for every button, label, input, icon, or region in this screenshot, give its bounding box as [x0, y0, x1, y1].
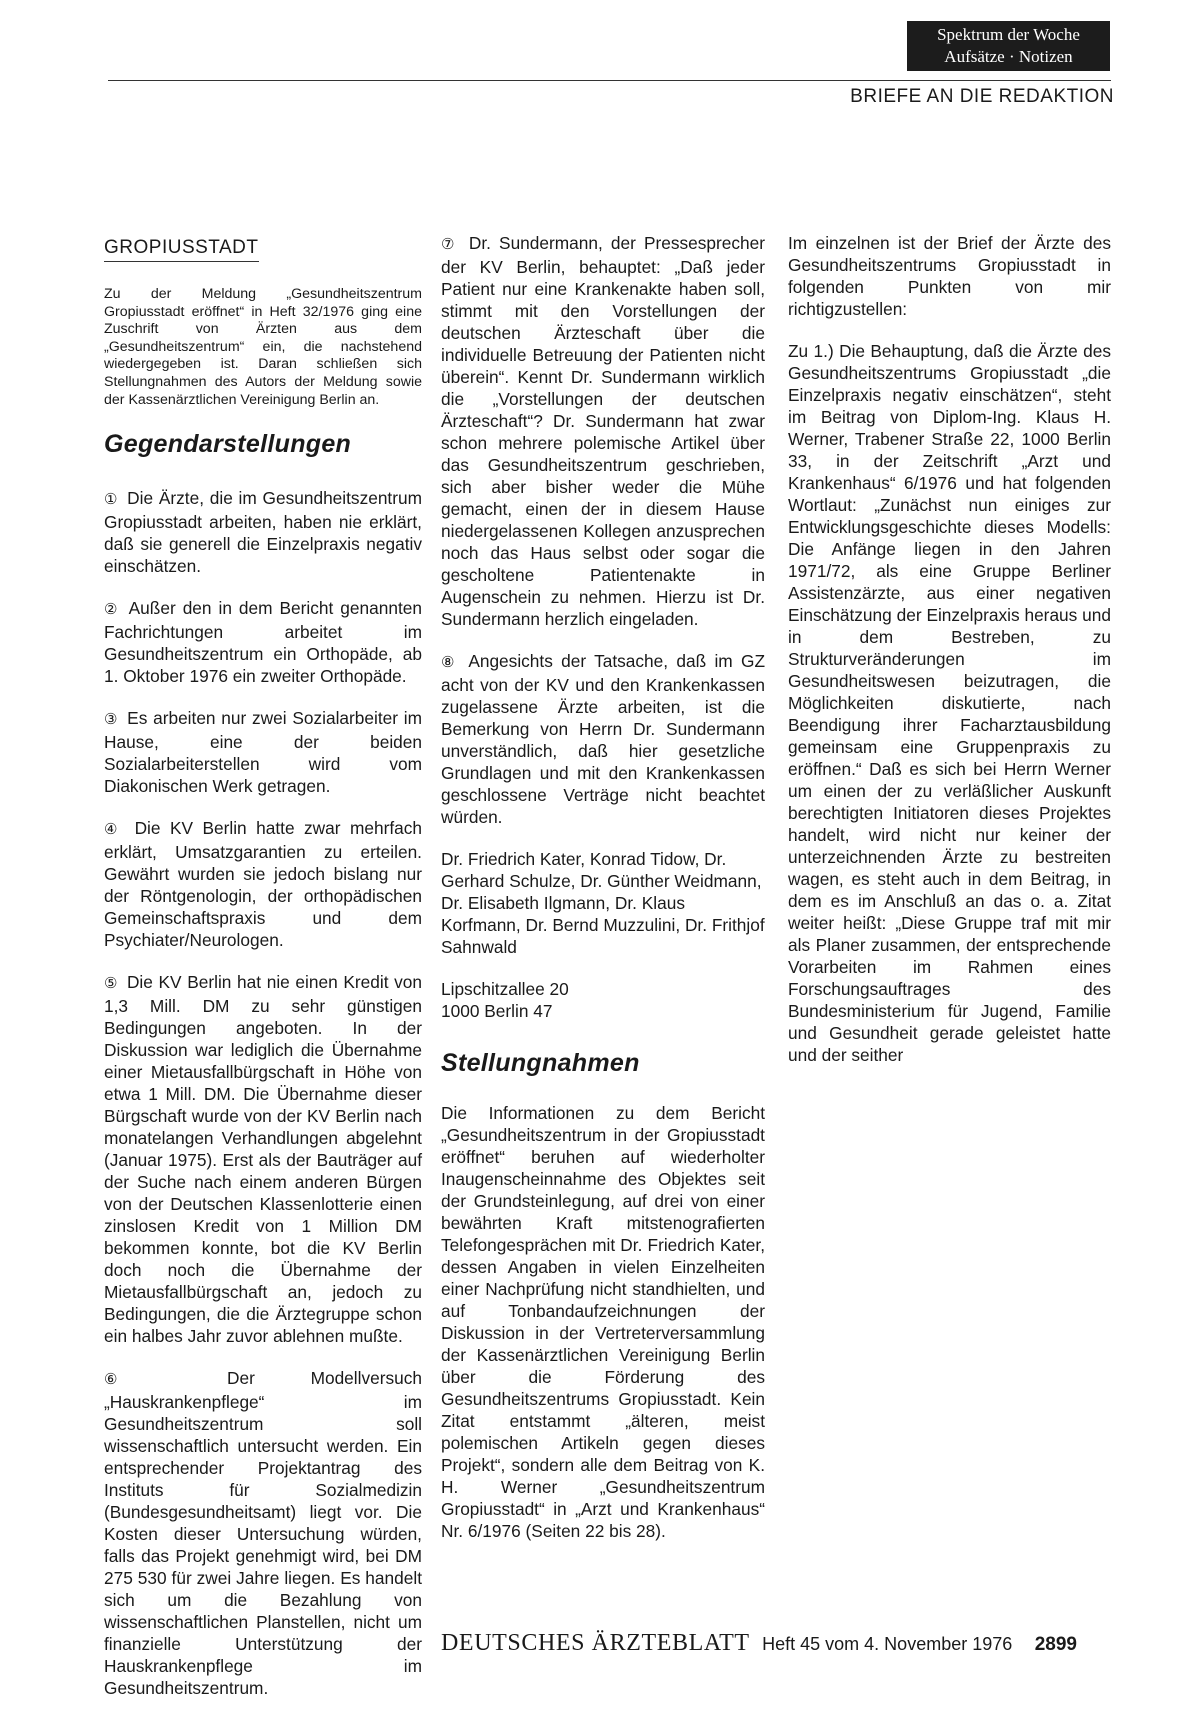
point-text: Der Modellversuch „Hauskrankenpflege“ im Gesundheitszentrum soll wissenschaftlich untersucht werden. Ein entsprechender Projektantrag des Instituts für Sozialmedizin (Bundesgesundheitsamt) liegt vor. Die Kosten dieser Untersuchung würden, falls das Projekt genehmigt wird, bei DM 275 530 für zwei Jahre liegen. Es handelt sich um die Bezahlung von wissenschaftlichen Planstellen, nicht um finanzielle Unterstützung der Hauskrankenpflege im Gesundheitszentrum.: [104, 1368, 422, 1699]
point-number: ⑦: [441, 236, 458, 253]
page-number: 2899: [1034, 1634, 1077, 1655]
badge-line-2: Aufsätze · Notizen: [944, 47, 1073, 66]
point-7: [441, 232, 765, 630]
point-number: ①: [104, 491, 119, 509]
point-2: [104, 597, 422, 687]
article-kicker: GROPIUSSTADT: [104, 237, 259, 262]
address: [441, 978, 765, 1022]
section-title: BRIEFE AN DIE REDAKTION: [850, 86, 1114, 107]
point-text: Es arbeiten nur zwei Sozialarbeiter im Hause, eine der beiden Sozialarbeiterstellen wird vom Diakonischen Werk getragen.: [104, 708, 422, 797]
point-number: ④: [104, 821, 123, 839]
heading-gegendarstellungen: Gegendarstellungen: [104, 430, 352, 459]
point-6: [104, 1367, 422, 1699]
point-number: ⑤: [104, 975, 119, 993]
header-rule: [108, 80, 1111, 81]
heading-stellungnahmen: Stellungnahmen: [441, 1049, 640, 1077]
column-3: [788, 232, 1111, 1086]
article-intro: Zu der Meldung „Gesundheitszentrum Gropiusstadt eröffnet“ in Heft 32/1976 ging eine Zuschrift von Ärzten aus dem „Gesundheitszentrum“ ein, die nachstehend wiedergegeben ist. Daran schließen sich Stellungnahmen des Autors der Meldung sowie der Kassenärztlichen Vereinigung Berlin an.: [104, 286, 422, 408]
point-text: Die Ärzte, die im Gesundheitszentrum Gropiusstadt arbeiten, haben nie erklärt, daß sie generell die Einzelpraxis negativ einschätzen.: [104, 488, 422, 577]
badge-line-1: Spektrum der Woche: [937, 25, 1080, 44]
point-1: [104, 487, 422, 577]
point-text: Dr. Sundermann, der Pressesprecher der KV Berlin, behauptet: „Daß jeder Patient nur eine Krankenakte haben soll, stimmt mit den Vorstellungen der deutschen Ärzteschaft über die individuelle Betreuung der Patienten nicht überein“. Kennt Dr. Sundermann wirklich die „Vorstellungen der deutschen Ärzteschaft“? Dr. Sundermann hat zwar schon mehrere polemische Artikel über das Gesundheitszentrum geschrieben, sich aber bisher weder die Mühe gemacht, einen der in diesem Hause niedergelassenen Kollegen anzusprechen noch das Haus selbst oder sogar die gescholtene Patientenakte in Augenschein zu nehmen. Hierzu ist Dr. Sundermann herzlich eingeladen.: [441, 233, 765, 629]
address-street: Lipschitzallee 20: [441, 979, 569, 999]
point-number: ③: [104, 711, 119, 729]
point-text: Die KV Berlin hat nie einen Kredit von 1,3 Mill. DM zu sehr günstigen Bedingungen angeboten. In der Diskussion war lediglich die Übernahme einer Mietausfallbürgschaft in Höhe von etwa 1 Mill. DM. Die Übernahme dieser Bürgschaft wurde von der KV Berlin nach monatelangen Verhandlungen abgelehnt (Januar 1975). Erst als der Bauträger auf der Suche nach einem anderen Bürgen von der Deutschen Klassenlotterie einen zinslosen Kredit von 1 Million DM bekommen konnte, bot die KV Berlin doch noch die Übernahme der Mietausfallbürgschaft an, jedoch zu Bedingungen, die die Ärztegruppe schon ein halbes Jahr zuvor ablehnen mußte.: [104, 972, 422, 1347]
address-city: 1000 Berlin 47: [441, 1001, 553, 1021]
point-5: [104, 971, 422, 1347]
statement-paragraph-3: Zu 1.) Die Behauptung, daß die Ärzte des Gesundheitszentrums Gropiusstadt „die Einzelpraxis negativ einschätzen“, steht im Beitrag von Diplom-Ing. Klaus H. Werner, Trabener Straße 22, 1000 Berlin 33, in der Zeitschrift „Arzt und Krankenhaus“ 6/1976 und hat folgenden Wortlaut: „Zunächst nun einiges zur Entwicklungsgeschichte dieses Modells: Die Anfänge liegen in den Jahren 1971/72, als eine Gruppe Berliner Assistenzärzte, aus einer negativen Einschätzung der Einzelpraxis heraus und in dem Bestreben, zu Strukturveränderungen im Gesundheitswesen beizutragen, die Möglichkeiten diskutierte, nach Beendigung ihrer Facharztausbildung gemeinsam eine Gruppenpraxis zu eröffnen.“ Daß es sich bei Herrn Werner um einen der zu verläßlicher Auskunft berechtigten Initiatoren dieses Projektes handelt, wird nicht nur keiner der unterzeichnenden Ärzte zu bestreiten wagen, es steht auch in dem Beitrag, in dem es im Anschluß an das o. a. Zitat weiter heißt: „Diese Gruppe traf mit mir als Planer zusammen, der entsprechende Vorarbeiten im Rahmen eines Forschungsauftrages des Bundesministerium für Jugend, Familie und Gesundheit gerade geleistet hatte und der seither: [788, 341, 1111, 1065]
signers: Dr. Friedrich Kater, Konrad Tidow, Dr. Gerhard Schulze, Dr. Günther Weidmann, Dr. Elisabeth Ilgmann, Dr. Klaus Korfmann, Dr. Bernd Muzzulini, Dr. Frithjof Sahnwald: [441, 849, 765, 957]
point-4: [104, 817, 422, 951]
point-number: ②: [104, 601, 120, 619]
point-number: ⑧: [441, 654, 458, 671]
page-footer: [441, 1630, 1111, 1657]
point-text: Die KV Berlin hatte zwar mehrfach erklärt, Umsatzgarantien zu erteilen. Gewährt wurden sie jedoch bislang nur der Röntgenologin, der orthopädischen Gemeinschaftspraxis und dem Psychiater/Neurologen.: [104, 818, 422, 951]
column-2: [441, 232, 765, 1562]
statement-paragraph-1: Die Informationen zu dem Bericht „Gesundheitszentrum in der Gropiusstadt eröffnet“ beruhen auf wiederholter Inaugenscheinnahme des Objektes seit der Grundsteinlegung, auf drei von einer bewährten Kraft mitstenografierten Telefongesprächen mit Dr. Friedrich Kater, dessen Angaben in vielen Einzelheiten einer Nachprüfung nicht standhielten, und auf Tonbandaufzeichnungen der Diskussion in der Vertreterversammlung der Kassenärztlichen Vereinigung Berlin über die Förderung des Gesundheitszentrums Gropiusstadt. Kein Zitat entstammt „älteren, meist polemischen Artikeln gegen dieses Projekt“, sondern alle dem Beitrag von K. H. Werner „Gesundheitszentrum Gropiusstadt“ in „Arzt und Krankenhaus“ Nr. 6/1976 (Seiten 22 bis 28).: [441, 1103, 765, 1541]
column-1: [104, 236, 422, 1719]
point-3: [104, 707, 422, 797]
point-text: Angesichts der Tatsache, daß im GZ acht von der KV und den Krankenkassen zugelassene Ärzte arbeiten, ist die Bemerkung von Herrn Dr. Sundermann unverständlich, daß hier gesetzliche Grundlagen und mit den Krankenkassen geschlossene Verträge nicht beachtet würden.: [441, 651, 765, 827]
issue-info: Heft 45 vom 4. November 1976: [762, 1634, 1013, 1654]
point-text: Außer den in dem Bericht genannten Fachrichtungen arbeitet im Gesundheitszentrum ein Orthopäde, ab 1. Oktober 1976 ein zweiter Orthopäde.: [104, 598, 422, 687]
statement-paragraph-2: Im einzelnen ist der Brief der Ärzte des Gesundheitszentrums Gropiusstadt in folgenden Punkten von mir richtigzustellen:: [788, 233, 1111, 319]
magazine-name: DEUTSCHES ÄRZTEBLATT: [441, 1630, 750, 1656]
point-number: ⑥: [104, 1371, 169, 1389]
section-badge: [907, 21, 1110, 71]
point-8: [441, 650, 765, 828]
